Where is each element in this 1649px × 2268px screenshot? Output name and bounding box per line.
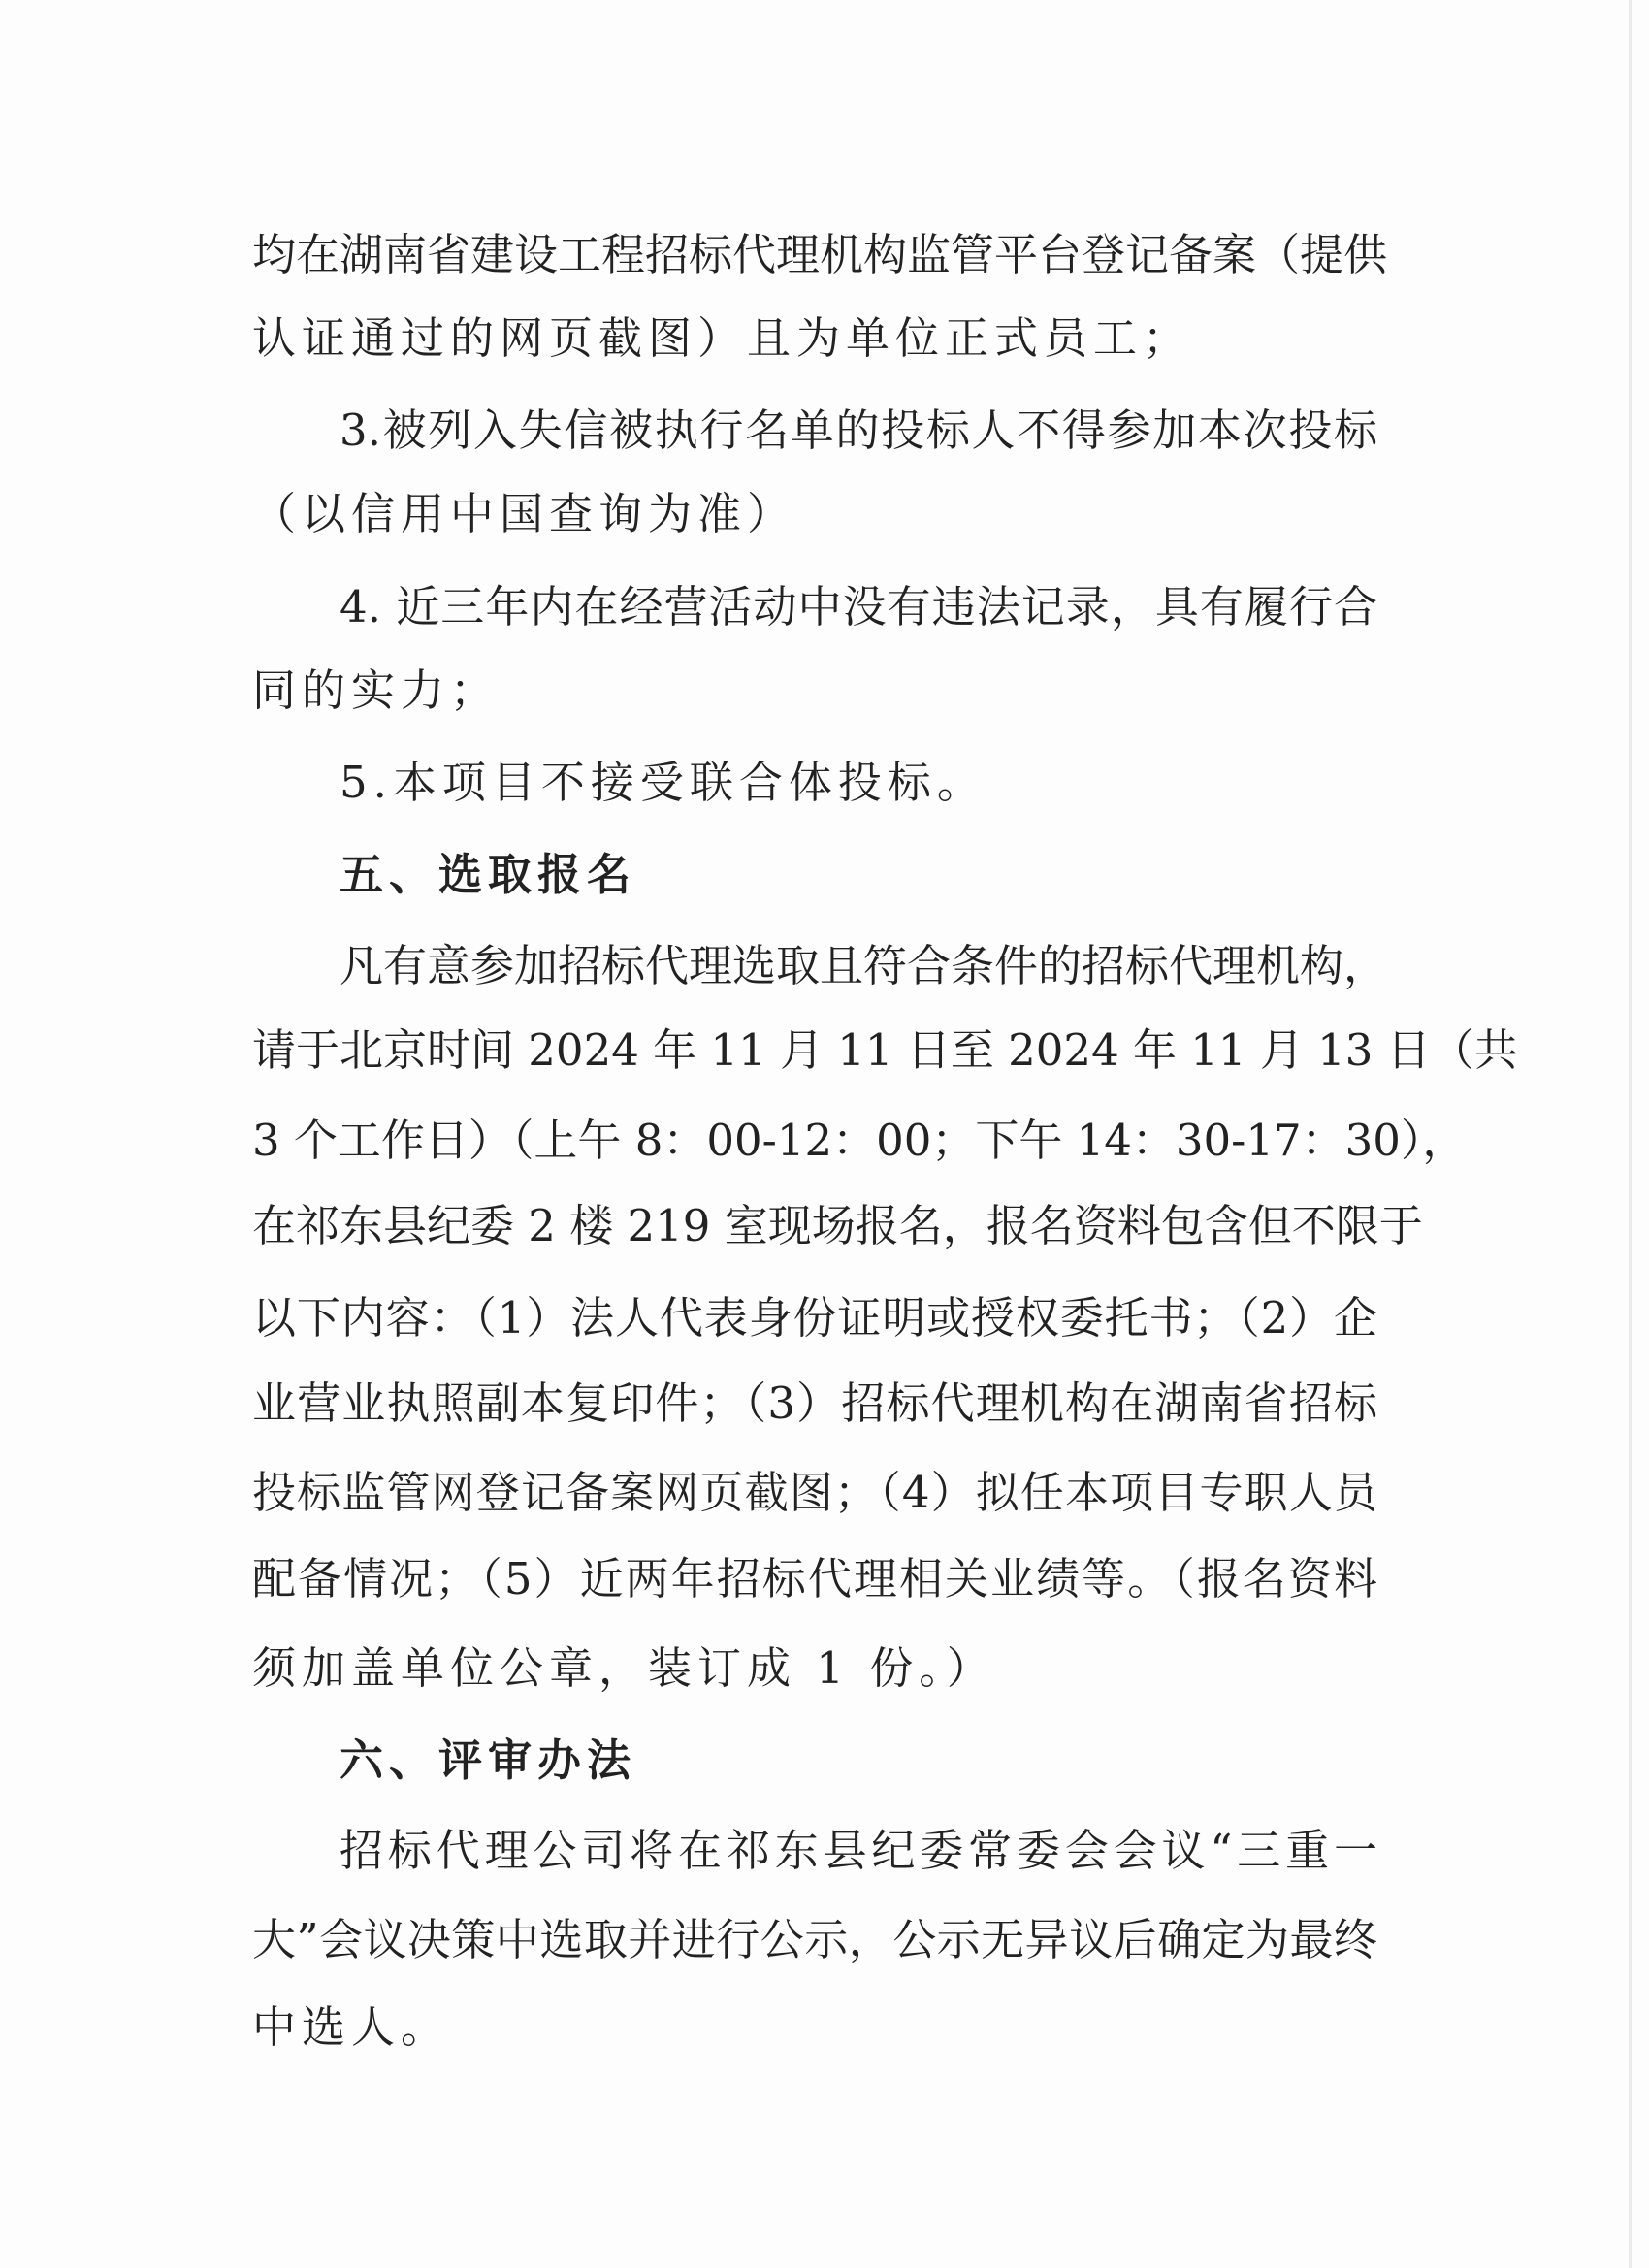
body-text-line: 中选人。: [252, 2001, 451, 2053]
body-text-line: 业营业执照副本复印件；（3）招标代理机构在湖南省招标: [252, 1377, 1377, 1429]
body-text-line: 以下内容：（1）法人代表身份证明或授权委托书；（2）企: [252, 1292, 1377, 1344]
body-text-line: 在祁东县纪委 2 楼 219 室现场报名，报名资料包含但不限于: [252, 1200, 1423, 1251]
body-text-line: 招标代理公司将在祁东县纪委常委会会议“三重一: [340, 1825, 1377, 1876]
body-text-line: 投标监管网登记备案网页截图；（4）拟任本项目专职人员: [252, 1467, 1377, 1518]
body-text-line: 须加盖单位公章，装订成 1 份。）: [252, 1642, 996, 1694]
body-text-line: 凡有意参加招标代理选取且符合条件的招标代理机构，: [340, 940, 1388, 991]
body-text-line: 3 个工作日）（上午 8：00-12：00；下午 14：30-17：30），: [252, 1115, 1467, 1166]
body-text-line: 请于北京时间 2024 年 11 月 11 日至 2024 年 11 月 13 日（共: [252, 1024, 1518, 1076]
section-heading: 六、评审办法: [340, 1734, 637, 1786]
section-heading: 五、选取报名: [340, 849, 637, 900]
body-text-line: 认证通过的网页截图）且为单位正式员工；: [252, 312, 1193, 364]
body-text-line: 大”会议决策中选取并进行公示，公示无异议后确定为最终: [252, 1914, 1377, 1965]
body-text-line: 4. 近三年内在经营活动中没有违法记录，具有履行合: [340, 581, 1377, 632]
scan-edge: [1629, 0, 1632, 2268]
body-text-line: （以信用中国查询为准）: [252, 488, 797, 539]
body-text-line: 配备情况；（5）近两年招标代理相关业绩等。（报名资料: [252, 1553, 1377, 1604]
body-text-line: 3.被列入失信被执行名单的投标人不得参加本次投标: [340, 405, 1377, 456]
body-text-line: 5.本项目不接受联合体投标。: [340, 757, 986, 808]
body-text-line: 同的实力；: [252, 664, 501, 716]
body-text-line: 均在湖南省建设工程招标代理机构监管平台登记备案（提供: [252, 229, 1388, 280]
